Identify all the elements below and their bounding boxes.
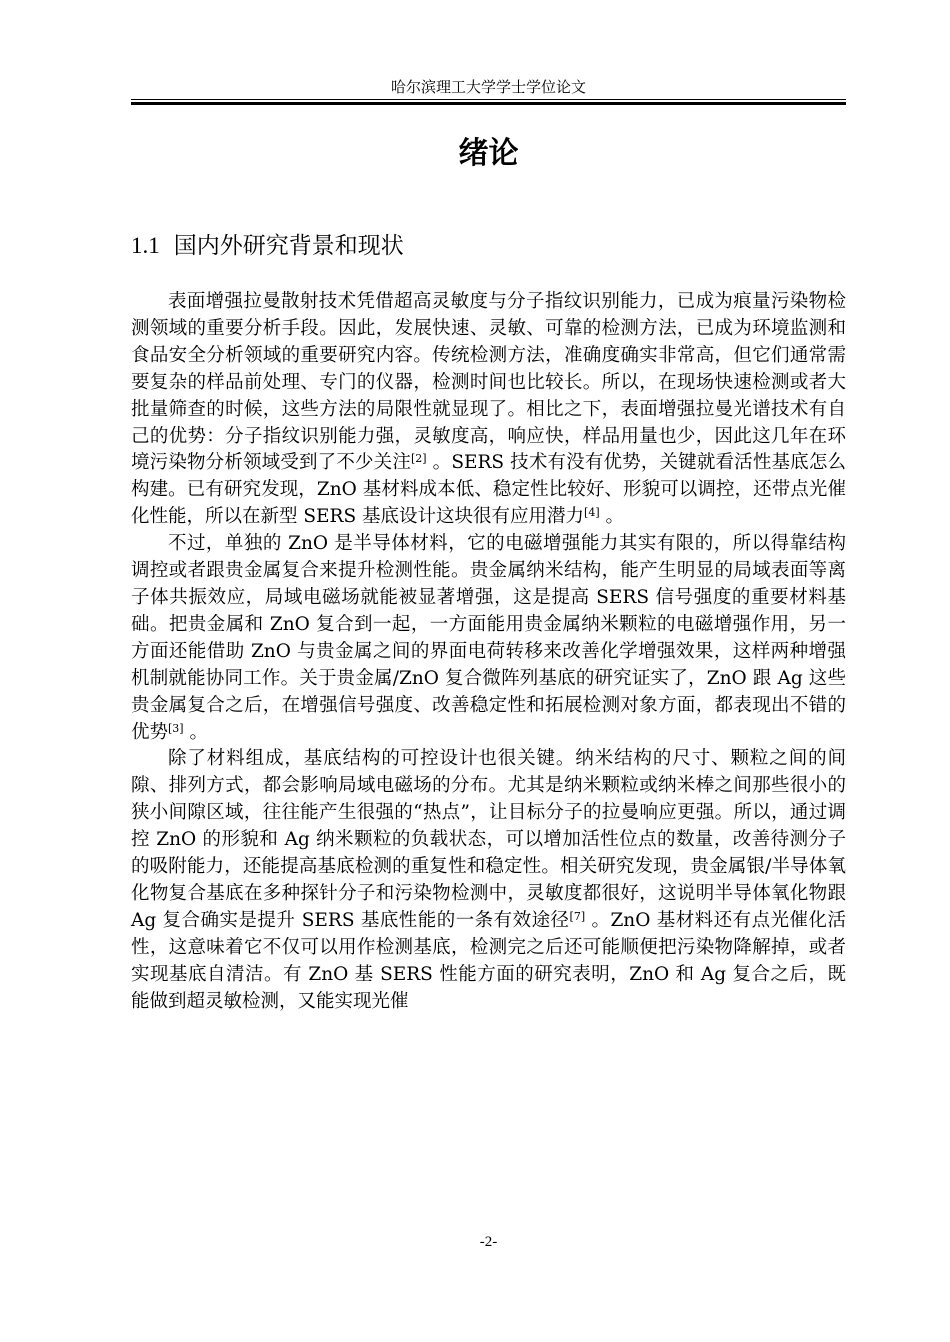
section-number: 1.1: [131, 233, 160, 258]
header-rule-thin: [131, 99, 846, 100]
citation-ref: [7]: [569, 909, 586, 923]
paragraph-text: 不过，单独的 ZnO 是半导体材料，它的电磁增强能力其实有限的，所以得靠结构调控或者跟贵金属复合来提升检测性能。贵金属纳米结构，能产生明显的局域表面等离子体共振效应，局域电磁场就能被显著增强，这是提高 SERS 信号强度的重要材料基础。把贵金属和 ZnO 复合到一起，一方面能用贵金属纳米颗粒的电磁增强作用，另一方面还能借助 ZnO 与贵金属之间的界面电荷转移来改善化学增强效果，这样两种增强机制就能协同工作。关于贵金属/ZnO 复合微阵列基底的研究证实了，ZnO 跟 Ag 这些贵金属复合之后，在增强信号强度、改善稳定性和拓展检测对象方面，都表现出不错的优势: [131, 533, 846, 743]
citation-ref: [2]: [411, 452, 427, 466]
citation-ref: [4]: [584, 506, 600, 520]
paragraph-text: 。: [599, 506, 625, 528]
paragraph-text: 除了材料组成，基底结构的可控设计也很关键。纳米结构的尺寸、颗粒之间的间隙、排列方式，都会影响局域电磁场的分布。尤其是纳米颗粒或纳米棒之间那些很小的狭小间隙区域，往往能产生很强的“热点”，让目标分子的拉曼响应更强。所以，通过调控 ZnO 的形貌和 Ag 纳米颗粒的负载状态，可以增加活性位点的数量，改善待测分子的吸附能力，还能提高基底检测的重复性和稳定性。相关研究发现，贵金属银/半导体氧化物复合基底在多种探针分子和污染物检测中，灵敏度都很好，这说明半导体氧化物跟 Ag 复合确实是提升 SERS 基底性能的一条有效途径: [131, 748, 846, 931]
paragraph-text: 。SERS 技术有没有优势，关键就看活性基底怎么构建。已有研究发现，ZnO 基材料成本低、稳定性比较好、形貌可以调控，还带点光催化性能，所以在新型 SERS 基底设计这块很有应用潜力: [131, 452, 846, 528]
running-header: 哈尔滨理工大学学士学位论文: [390, 78, 586, 96]
paragraph-text: 。ZnO 基材料还有点光催化活性，这意味着它不仅可以用作检测基底，检测完之后还可能顺便把污染物降解掉，或者实现基底自清洁。有 ZnO 基 SERS 性能方面的研究表明，ZnO 和 Ag 复合之后，既能做到超灵敏检测，又能实现光催: [131, 909, 846, 1012]
paragraph-1: [131, 289, 846, 531]
section-title: 国内外研究背景和现状: [173, 233, 404, 259]
chapter-title: 绪论: [458, 136, 519, 171]
citation-ref: [3]: [168, 721, 184, 735]
paragraph-text: 表面增强拉曼散射技术凭借超高灵敏度与分子指纹识别能力，已成为痕量污染物检测领域的重要分析手段。因此，发展快速、灵敏、可靠的检测方法，已成为环境监测和食品安全分析领域的重要研究内容。传统检测方法，准确度确实非常高，但它们通常需要复杂的样品前处理、专门的仪器，检测时间也比较长。所以，在现场快速检测或者大批量筛查的时候，这些方法的局限性就显现了。相比之下，表面增强拉曼光谱技术有自己的优势：分子指纹识别能力强，灵敏度高，响应快，样品用量也少，因此这几年在环境污染物分析领域受到了不少关注: [131, 291, 846, 474]
section-heading: [131, 229, 846, 263]
header-rule-thick: [131, 102, 846, 105]
paragraph-3: [131, 746, 846, 1015]
body-text: [131, 289, 846, 1015]
page-number: -2-: [479, 1234, 498, 1250]
paragraph-2: [131, 531, 846, 746]
paragraph-text: 。: [183, 721, 208, 743]
